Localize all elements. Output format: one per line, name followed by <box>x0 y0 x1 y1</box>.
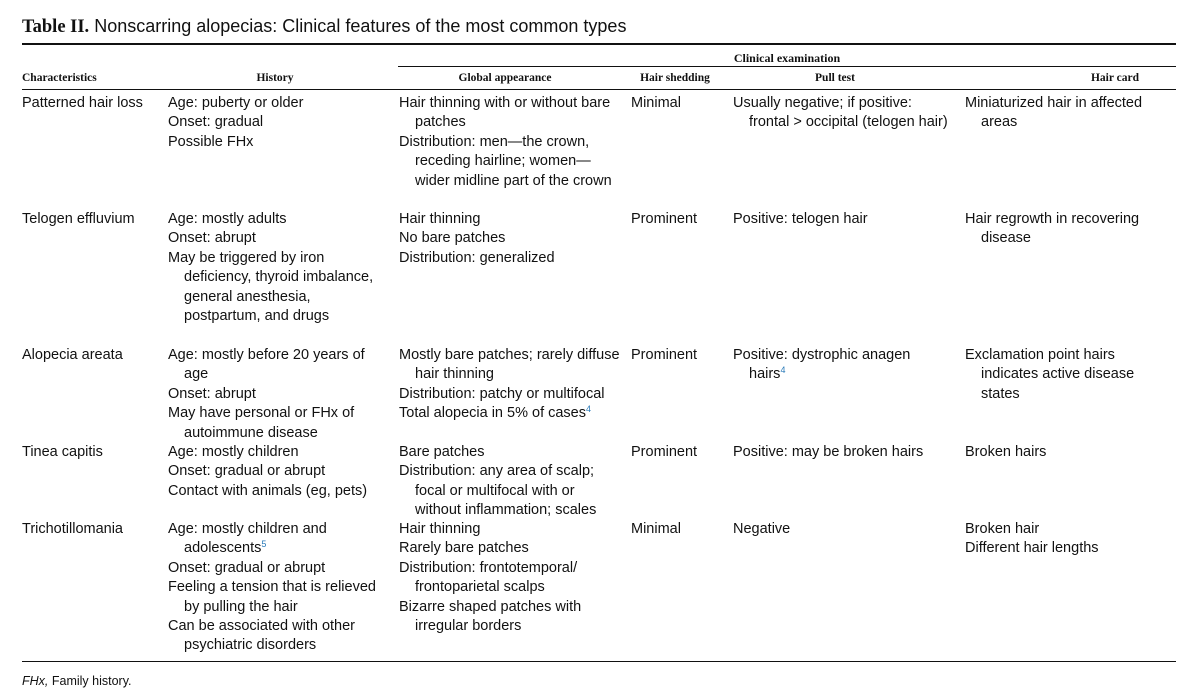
row-trichotillomania-shedding: Minimal <box>631 521 681 537</box>
row-tinea-capitis-shedding: Prominent <box>631 444 698 460</box>
row-tinea-capitis-history: Age: mostly children Onset: gradual or abrupt Contact with animals (eg, pets) <box>168 444 368 499</box>
row-patterned-hair-loss-history: Age: puberty or older Onset: gradual Possible FHx <box>168 95 304 150</box>
reference-5-marker[interactable]: 5 <box>261 539 267 550</box>
row-telogen-effluvium-global: Hair thinning No bare patches Distribution: generalized <box>399 211 555 266</box>
row-trichotillomania-name: Trichotillomania <box>22 521 123 537</box>
table-title-text: Nonscarring alopecias: Clinical features of the most common types <box>94 16 627 36</box>
footnote-abbreviation: FHx, <box>22 674 49 688</box>
row-alopecia-areata-name: Alopecia areata <box>22 347 123 363</box>
reference-4-marker[interactable]: 4 <box>780 365 786 376</box>
row-telogen-effluvium-history: Age: mostly adults Onset: abrupt May be triggered by iron deficiency, thyroid imbalance, general anesthesia, postpartum, and drugs <box>168 211 374 325</box>
row-tinea-capitis-card: Broken hairs <box>965 444 1047 460</box>
row-telogen-effluvium-name: Telogen effluvium <box>22 211 135 227</box>
header-characteristics: Characteristics <box>22 72 97 84</box>
table-label: Table II. <box>22 17 90 37</box>
top-rule <box>22 43 1176 45</box>
row-patterned-hair-loss-card: Miniaturized hair in affected areas <box>965 95 1143 131</box>
header-hair-card: Hair card <box>1090 72 1140 84</box>
row-tinea-capitis-global: Bare patches Distribution: any area of scalp; focal or multifocal with or without inflammation; scales <box>399 444 597 519</box>
header-history: History <box>256 72 294 84</box>
header-hair-shedding: Hair shedding <box>640 72 710 84</box>
row-patterned-hair-loss-shedding: Minimal <box>631 95 681 111</box>
row-tinea-capitis-name: Tinea capitis <box>22 444 103 460</box>
row-alopecia-areata-pull: Positive: dystrophic anagen hairs$^4$ <box>733 347 911 383</box>
clinical-examination-header: Clinical examination <box>733 51 841 65</box>
row-telogen-effluvium-card: Hair regrowth in recovering disease <box>965 211 1140 247</box>
reference-4-marker[interactable]: 4 <box>586 404 592 415</box>
row-trichotillomania-history: Age: mostly children and adolescents$^5$ Onset: gradual or abrupt Feeling a tension that is relieved by pulling the hair Can be associated with other psychiatric disorders <box>168 521 376 654</box>
bottom-rule <box>22 661 1176 662</box>
row-alopecia-areata-shedding: Prominent <box>631 347 698 363</box>
row-tinea-capitis-pull: Positive: may be broken hairs <box>733 444 924 460</box>
clinical-examination-rule <box>398 66 1176 67</box>
table-footnote <box>22 674 132 688</box>
header-pull-test: Pull test <box>815 72 855 84</box>
row-alopecia-areata-card: Exclamation point hairs indicates active disease states <box>965 347 1135 402</box>
row-patterned-hair-loss-pull: Usually negative; if positive: frontal > occipital (telogen hair) <box>733 95 948 131</box>
row-telogen-effluvium-shedding: Prominent <box>631 211 698 227</box>
row-trichotillomania-pull: Negative <box>733 521 791 537</box>
row-telogen-effluvium-pull: Positive: telogen hair <box>733 211 868 227</box>
header-rule <box>22 89 1176 90</box>
row-patterned-hair-loss-global: Hair thinning with or without bare patches Distribution: men—the crown, receding hairline; women—wider midline part of the crown <box>399 95 612 189</box>
row-alopecia-areata-history: Age: mostly before 20 years of age Onset: abrupt May have personal or FHx of autoimmune disease <box>168 347 365 441</box>
header-global-appearance: Global appearance <box>458 72 552 84</box>
footnote-text: Family history. <box>51 674 132 688</box>
row-alopecia-areata-global: Mostly bare patches; rarely diffuse hair thinning Distribution: patchy or multifocal Total alopecia in 5% of cases$^4$ <box>399 347 620 422</box>
row-trichotillomania-global: Hair thinning Rarely bare patches Distribution: frontotemporal/ frontoparietal scalps Bizarre shaped patches with irregular borders <box>399 521 582 635</box>
row-trichotillomania-card: Broken hair Different hair lengths <box>965 521 1099 557</box>
row-patterned-hair-loss-name: Patterned hair loss <box>22 95 143 111</box>
table-title <box>22 16 626 38</box>
